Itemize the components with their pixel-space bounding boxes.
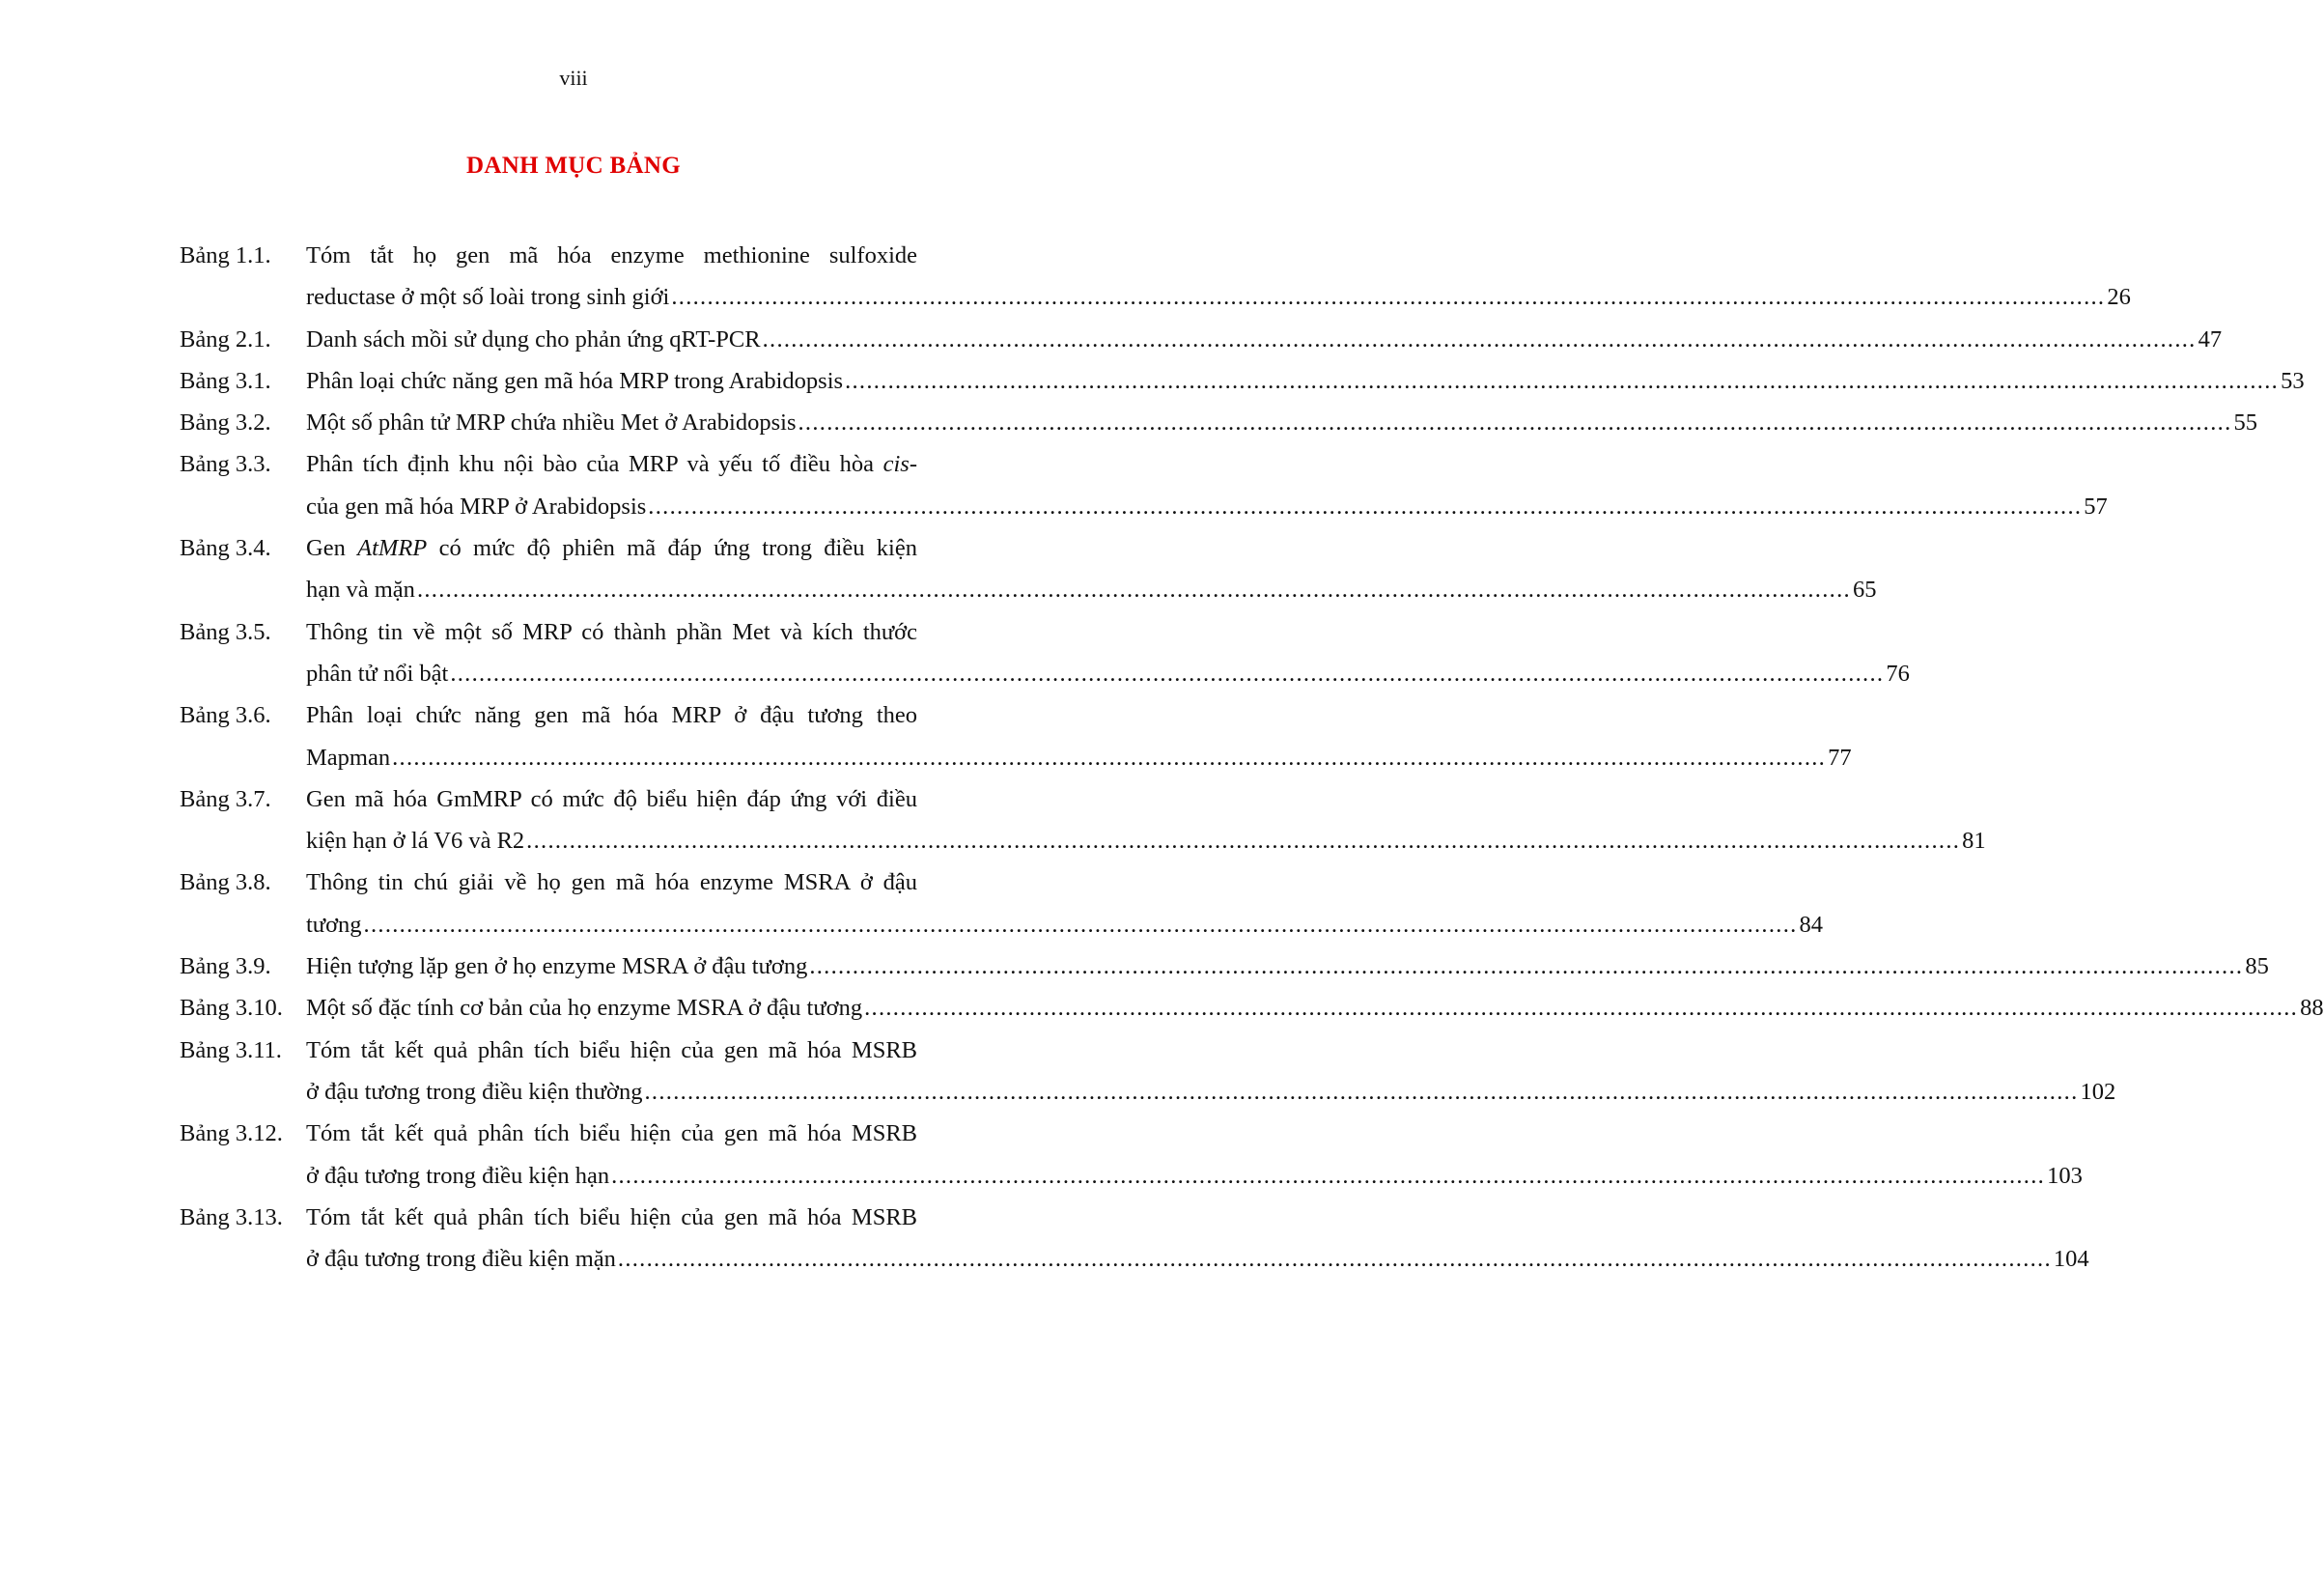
entry-title-text [306, 1076, 643, 1109]
dot-leader: ........................................................................................................................................................................................................ [611, 1162, 2046, 1189]
text-segment: tương [306, 911, 362, 938]
dot-leader: ........................................................................................................................................................................................................ [416, 577, 1851, 604]
entry-title-text [306, 658, 448, 691]
toc-entry[interactable] [0, 950, 2269, 992]
text-segment: ở đậu tương trong điều kiện hạn [306, 1162, 610, 1189]
italic-text: cis [882, 451, 910, 478]
toc-entry[interactable] [0, 992, 2324, 1033]
entry-title-line [306, 1034, 917, 1067]
entry-title-last-line [306, 574, 1877, 607]
toc-line [0, 240, 1118, 281]
toc-line [0, 574, 1877, 615]
entry-label: Bảng 3.8. [180, 869, 271, 896]
entry-title-text [306, 909, 362, 942]
entry-page-number: 76 [1886, 660, 1910, 687]
entry-title-text [306, 1160, 609, 1193]
text-segment: Thông tin về một số MRP có thành phần Met và kích thước [306, 618, 917, 645]
toc-line [0, 1117, 1118, 1159]
entry-page-number: 88 [2300, 995, 2324, 1022]
entry-title-line [306, 1117, 917, 1150]
entry-title-text [306, 1243, 616, 1276]
text-segment: Phân loại chức năng gen mã hóa MRP trong Arabidopsis [306, 367, 844, 394]
entry-label: Bảng 3.2. [180, 409, 271, 437]
toc-line [0, 491, 2108, 532]
entry-title-last-line [306, 1160, 2083, 1193]
entry-title-text [306, 407, 797, 439]
entry-title-last-line [306, 407, 2257, 439]
toc-entry[interactable] [0, 240, 2131, 324]
text-segment: Một số đặc tính cơ bản của họ enzyme MSRA ở đậu tương [306, 995, 863, 1022]
entry-title-last-line [306, 324, 2223, 356]
entry-label: Bảng 3.11. [180, 1036, 282, 1063]
entry-label: Bảng 3.10. [180, 995, 283, 1022]
page-number: viii [559, 66, 588, 90]
toc-line [0, 1034, 1118, 1076]
text-segment: Tóm tắt kết quả phân tích biểu hiện của gen mã hóa MSRB [306, 1036, 917, 1063]
toc-line [0, 1160, 2083, 1201]
dot-leader: ........................................................................................................................................................................................................ [762, 325, 2197, 353]
entry-label: Bảng 3.9. [180, 953, 271, 980]
entry-label: Bảng 3.1. [180, 367, 271, 394]
text-segment: reductase ở một số loài trong sinh giới [306, 284, 670, 311]
text-segment: hạn và mặn [306, 577, 415, 604]
text-segment: kiện hạn ở lá V6 và R2 [306, 828, 525, 855]
toc-line [0, 1243, 2089, 1285]
entry-page-number: 85 [2245, 953, 2269, 980]
entry-page-number: 26 [2107, 284, 2131, 311]
entry-title-text [306, 574, 415, 607]
toc-entry[interactable] [0, 616, 1910, 700]
table-list [0, 240, 2324, 1285]
toc-line [0, 616, 1118, 658]
dot-leader: ........................................................................................................................................................................................................ [648, 493, 2083, 520]
entry-page-number: 57 [2084, 493, 2108, 520]
text-segment: phân tử nổi bật [306, 660, 449, 687]
entry-title-last-line [306, 491, 2108, 523]
text-segment: Phân tích định khu nội bào của MRP và yếu tố điều hòa [306, 451, 883, 478]
entry-title-last-line [306, 1076, 2116, 1109]
text-segment: ở đậu tương trong điều kiện thường [306, 1078, 643, 1105]
toc-line [0, 992, 2324, 1033]
entry-label: Bảng 3.5. [180, 618, 271, 645]
entry-title-text [306, 992, 862, 1025]
toc-entry[interactable] [0, 324, 2223, 365]
toc-line [0, 909, 1824, 950]
entry-title-last-line [306, 658, 1910, 691]
entry-label: Bảng 3.4. [180, 535, 271, 562]
dot-leader: ........................................................................................................................................................................................................ [798, 409, 2232, 437]
entry-page-number: 65 [1852, 577, 1877, 604]
entry-title-text [306, 491, 646, 523]
dot-leader: ........................................................................................................................................................................................................ [671, 284, 2106, 311]
text-segment: Mapman [306, 744, 391, 771]
entry-label: Bảng 3.6. [180, 702, 271, 729]
toc-line [0, 825, 1986, 866]
entry-title-text [306, 365, 843, 398]
text-segment: Gen [306, 535, 358, 562]
entry-title-last-line [306, 909, 1824, 942]
entry-label: Bảng 2.1. [180, 325, 271, 353]
toc-entry[interactable] [0, 699, 1852, 783]
toc-line [0, 448, 1118, 490]
dot-leader: ........................................................................................................................................................................................................ [450, 660, 1885, 687]
entry-title-line [306, 866, 917, 899]
entry-title-last-line [306, 365, 2305, 398]
text-segment: - [909, 451, 917, 478]
entry-label: Bảng 3.12. [180, 1120, 283, 1147]
text-segment: Tóm tắt kết quả phân tích biểu hiện của gen mã hóa MSRB [306, 1120, 917, 1147]
dot-leader: ........................................................................................................................................................................................................ [644, 1078, 2079, 1105]
text-segment: của gen mã hóa MRP ở Arabidopsis [306, 493, 647, 520]
dot-leader: ........................................................................................................................................................................................................ [809, 953, 2244, 980]
toc-line [0, 365, 2305, 407]
text-segment: ở đậu tương trong điều kiện mặn [306, 1246, 616, 1273]
toc-line [0, 281, 2131, 323]
entry-title-text [306, 742, 390, 775]
entry-title-line [306, 616, 917, 649]
entry-page-number: 77 [1828, 744, 1852, 771]
entry-title-last-line [306, 950, 2269, 983]
entry-title-text [306, 950, 807, 983]
text-segment: Một số phân tử MRP chứa nhiều Met ở Arabidopsis [306, 409, 797, 437]
entry-page-number: 84 [1799, 911, 1824, 938]
entry-label: Bảng 3.13. [180, 1203, 283, 1230]
page-title: DANH MỤC BẢNG [466, 153, 681, 179]
entry-title-last-line [306, 1243, 2089, 1276]
entry-title-line [306, 532, 917, 565]
text-segment: Tóm tắt họ gen mã hóa enzyme methionine sulfoxide [306, 242, 917, 268]
entry-title-last-line [306, 992, 2324, 1025]
entry-title-line [306, 783, 917, 816]
entry-title-line [306, 1201, 917, 1234]
entry-title-last-line [306, 825, 1986, 858]
dot-leader: ........................................................................................................................................................................................................ [392, 744, 1827, 771]
text-segment: Gen mã hóa GmMRP có mức độ biểu hiện đáp ứng với điều [306, 785, 917, 812]
toc-line [0, 1201, 1118, 1243]
entry-title-line [306, 240, 917, 272]
toc-entry[interactable] [0, 1201, 2089, 1285]
toc-line [0, 658, 1910, 699]
toc-line [0, 1076, 2116, 1117]
entry-label: Bảng 3.3. [180, 451, 271, 478]
toc-line [0, 866, 1118, 908]
dot-leader: ........................................................................................................................................................................................................ [617, 1246, 2052, 1273]
entry-label: Bảng 3.7. [180, 785, 271, 812]
entry-title-text [306, 825, 524, 858]
toc-entry[interactable] [0, 866, 1824, 950]
toc-line [0, 532, 1118, 574]
toc-line [0, 950, 2269, 992]
entry-title-text [306, 324, 761, 356]
toc-line [0, 407, 2257, 448]
toc-line [0, 742, 1852, 783]
entry-page-number: 81 [1962, 828, 1986, 855]
entry-page-number: 55 [2233, 409, 2257, 437]
toc-entry[interactable] [0, 448, 2108, 532]
toc-line [0, 699, 1118, 741]
toc-line [0, 783, 1118, 825]
entry-title-last-line [306, 281, 2131, 314]
entry-page-number: 104 [2053, 1246, 2089, 1273]
dot-leader: ........................................................................................................................................................................................................ [864, 995, 2299, 1022]
text-segment: Phân loại chức năng gen mã hóa MRP ở đậu tương theo [306, 702, 917, 729]
entry-label: Bảng 1.1. [180, 242, 271, 268]
entry-title-line [306, 448, 917, 481]
entry-title-text [306, 281, 669, 314]
entry-page-number: 53 [2281, 367, 2305, 394]
toc-entry[interactable] [0, 407, 2257, 448]
text-segment: Thông tin chú giải về họ gen mã hóa enzyme MSRA ở đậu [306, 869, 917, 896]
text-segment: có mức độ phiên mã đáp ứng trong điều kiện [427, 535, 917, 562]
toc-line [0, 324, 2223, 365]
toc-entry[interactable] [0, 783, 1986, 867]
entry-title-line [306, 699, 917, 732]
toc-entry[interactable] [0, 532, 1877, 616]
entry-page-number: 47 [2198, 325, 2223, 353]
text-segment: Hiện tượng lặp gen ở họ enzyme MSRA ở đậu tương [306, 953, 808, 980]
text-segment: Danh sách mồi sử dụng cho phản ứng qRT-PCR [306, 325, 761, 353]
text-segment: Tóm tắt kết quả phân tích biểu hiện của gen mã hóa MSRB [306, 1203, 917, 1230]
entry-page-number: 102 [2080, 1078, 2116, 1105]
dot-leader: ........................................................................................................................................................................................................ [845, 367, 2280, 394]
toc-entry[interactable] [0, 1117, 2083, 1201]
toc-entry[interactable] [0, 365, 2305, 407]
dot-leader: ........................................................................................................................................................................................................ [363, 911, 1798, 938]
toc-entry[interactable] [0, 1034, 2116, 1118]
italic-text: AtMRP [357, 535, 428, 562]
entry-page-number: 103 [2047, 1162, 2083, 1189]
dot-leader: ........................................................................................................................................................................................................ [526, 828, 1961, 855]
entry-title-last-line [306, 742, 1852, 775]
